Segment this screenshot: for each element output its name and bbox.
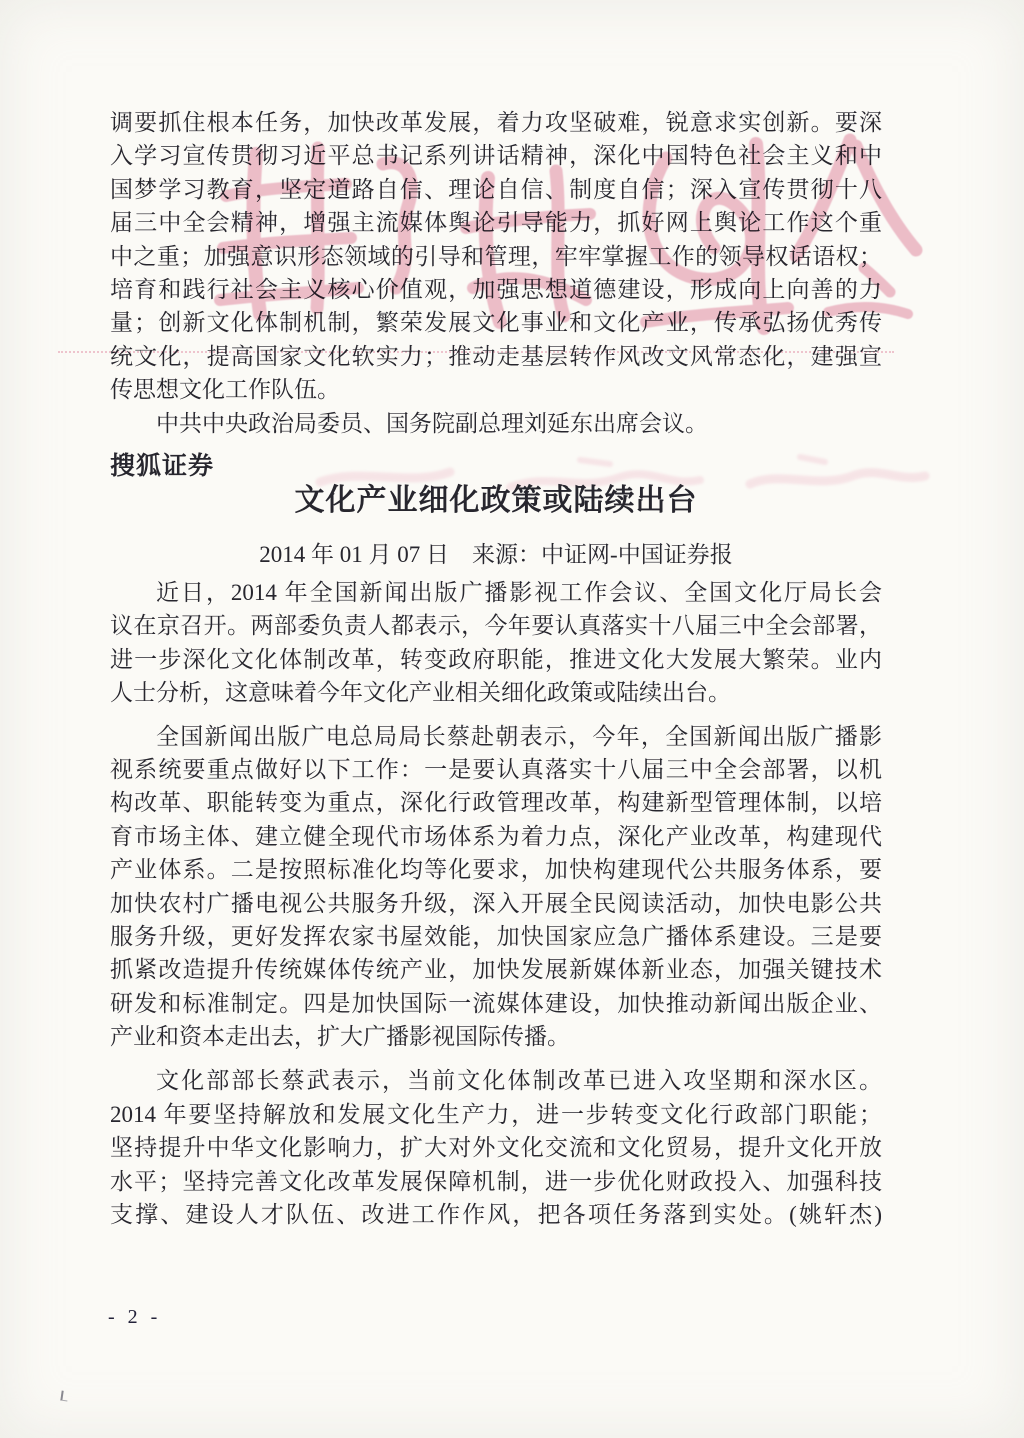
body-line: 育市场主体、建立健全现代市场体系为着力点，深化产业改革，构建现代 [110, 823, 882, 849]
article-dateline: 2014 年 01 月 07 日 来源：中证网-中国证券报 [259, 542, 733, 567]
body-line: 2014 年要坚持解放和发展文化生产力，进一步转变文化行政部门职能； [110, 1101, 882, 1127]
document-text-column [110, 106, 882, 1231]
body-line: 进一步深化文化体制改革，转变政府职能，推进文化大发展大繁荣。业内 [110, 646, 882, 672]
article-title: 文化产业细化政策或陆续出台 [294, 483, 698, 517]
body-line: 研发和标准制定。四是加快国际一流媒体建设，加快推动新闻出版企业、 [110, 990, 882, 1016]
body-line: 调要抓住根本任务，加快改革发展，着力攻坚破难，锐意求实创新。要深 [110, 110, 882, 135]
article-paragraph-3 [110, 1064, 882, 1231]
body-line: 坚持提升中华文化影响力，扩大对外文化交流和文化贸易，提升文化开放 [110, 1135, 882, 1161]
body-line: 统文化，提高国家文化软实力；推动走基层转作风改文风常态化，建强宣 [110, 343, 882, 369]
body-line: 议在京召开。两部委负责人都表示，今年要认真落实十八届三中全会部署， [110, 613, 882, 639]
news-source-label: 搜狐证券 [110, 451, 215, 480]
body-line: 人士分析，这意味着今年文化产业相关细化政策或陆续出台。 [110, 680, 731, 706]
body-line: 视系统要重点做好以下工作：一是要认真落实十八届三中全会部署，以机 [110, 756, 882, 782]
body-line: 服务升级，更好发挥农家书屋效能，加快国家应急广播体系建设。三是要 [110, 923, 882, 949]
body-line: 全国新闻出版广电总局局长蔡赴朝表示，今年，全国新闻出版广播影 [156, 723, 882, 749]
body-line: 国梦学习教育，坚定道路自信、理论自信、制度自信；深入宣传贯彻十八 [110, 176, 882, 202]
body-line: 传思想文化工作队伍。 [110, 377, 340, 403]
body-line: 支撑、建设人才队伍、改进工作作风，把各项任务落到实处。(姚轩杰) [110, 1202, 882, 1228]
body-line: 构改革、职能转变为重点，深化行政管理改革，构建新型管理体制，以培 [110, 790, 882, 816]
body-line: 文化部部长蔡武表示，当前文化体制改革已进入攻坚期和深水区。 [156, 1068, 882, 1094]
scan-artifact [60, 1391, 68, 1402]
page-number: - 2 - [108, 1306, 162, 1328]
article [110, 483, 882, 1232]
article-paragraph-1 [110, 576, 882, 710]
attendee-line: 中共中央政治局委员、国务院副总理刘延东出席会议。 [156, 410, 708, 436]
body-line: 中之重；加强意识形态领域的引导和管理，牢牢掌握工作的领导权话语权； [110, 243, 882, 269]
body-line: 水平；坚持完善文化改革发展保障机制，进一步优化财政投入、加强科技 [110, 1168, 882, 1194]
body-line: 产业和资本走出去，扩大广播影视国际传播。 [110, 1024, 570, 1050]
body-line: 抓紧改造提升传统媒体传统产业，加快发展新媒体新业态，加强关键技术 [110, 957, 882, 983]
body-line: 近日，2014 年全国新闻出版广播影视工作会议、全国文化厅局长会 [156, 580, 882, 605]
previous-article-continuation [110, 106, 882, 440]
body-line: 加快农村广播电视公共服务升级，深入开展全民阅读活动，加快电影公共 [110, 890, 882, 916]
article-paragraph-2 [110, 720, 882, 1054]
body-line: 届三中全会精神，增强主流媒体舆论引导能力，抓好网上舆论工作这个重 [110, 210, 882, 236]
body-line: 培育和践行社会主义核心价值观，加强思想道德建设，形成向上向善的力 [110, 276, 882, 302]
body-line: 产业体系。二是按照标准化均等化要求，加快构建现代公共服务体系，要 [110, 857, 882, 883]
body-line: 量；创新文化体制机制，繁荣发展文化事业和文化产业，传承弘扬优秀传 [110, 310, 882, 336]
body-line: 入学习宣传贯彻习近平总书记系列讲话精神，深化中国特色社会主义和中 [110, 143, 882, 169]
